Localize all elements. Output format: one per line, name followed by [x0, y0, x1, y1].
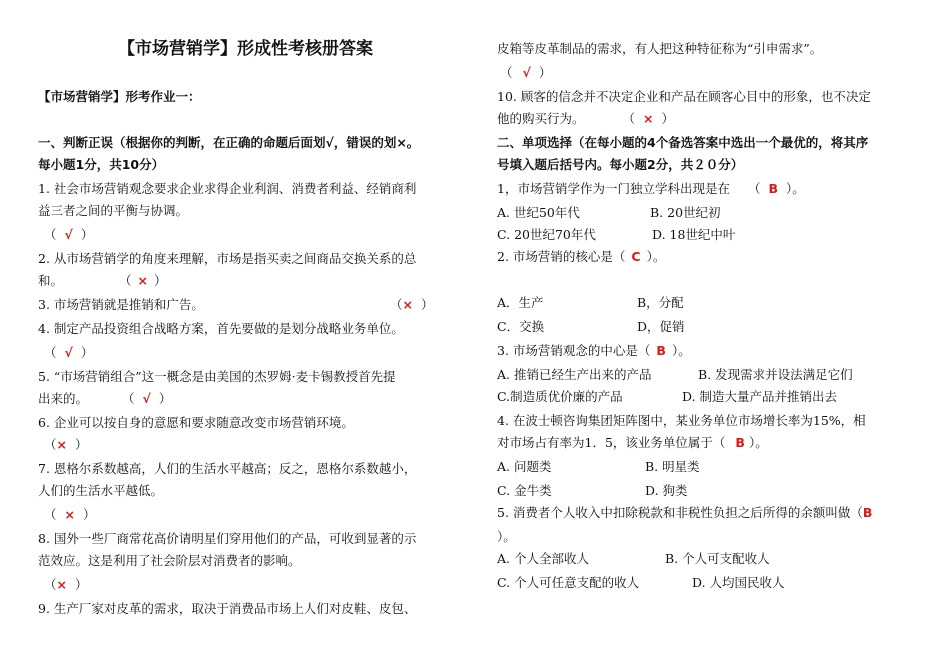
tf-question-1: 1. 社会市场营销观念要求企业求得企业利润、消费者利益、经销商利: [38, 181, 417, 196]
left-column: [0, 0, 470, 672]
tf-question-6: 6. 企业可以按自身的意愿和要求随意改变市场营销环境。: [38, 415, 354, 430]
answer-mark-wrong: ×: [137, 273, 149, 288]
tf-question-4: 4. 制定产品投资组合战略方案，首先要做的是划分战略业务单位。: [38, 321, 404, 336]
tf-question-5: 5. “市场营销组合”这一概念是由美国的杰罗姆·麦卡锡教授首先提: [38, 369, 396, 384]
tf-answer-8: （× ）: [44, 577, 88, 592]
tf-answer-7: （ × ）: [44, 507, 96, 522]
mc-q2-option-d: D，促销: [637, 319, 685, 334]
section2-heading: 二、单项选择（在每小题的4个备选答案中选出一个最优的，将其序: [497, 135, 869, 150]
mc-answer-3: B: [656, 343, 666, 358]
mc-question-1: 1，市场营销学作为一门独立学科出现是在 （ B ）。: [497, 181, 805, 196]
tf-question-9: 9. 生产厂家对皮革的需求，取决于消费品市场上人们对皮鞋、皮包、: [38, 601, 417, 616]
mc-q5-option-c: C. 个人可任意支配的收人: [497, 575, 640, 590]
tf-question-5-cont: 出来的。 （ √ ）: [38, 391, 172, 406]
mc-question-4: 4. 在波士顿咨询集团矩阵图中，某业务单位市场增长率为15%，相: [497, 413, 866, 428]
tf-question-8: 8. 国外一些厂商常花高价请明星们穿用他们的产品，可收到显著的示: [38, 531, 417, 546]
answer-mark-correct: √: [64, 227, 73, 242]
section1-heading-cont: 每小题1分，共10分）: [38, 157, 165, 172]
tf-question-7-cont: 人们的生活水平越低。: [38, 483, 164, 498]
tf-answer-9: （ √ ）: [500, 65, 552, 80]
mc-question-5-cont: ）。: [497, 529, 516, 544]
mc-q4-option-a: A. 问题类: [497, 459, 552, 474]
tf-answer-4: （ √ ）: [44, 345, 94, 360]
mc-q1-option-a: A. 世纪50年代: [497, 205, 580, 220]
mc-q3-option-a: A. 推销已经生产出来的产品: [497, 367, 652, 382]
tf-question-10: 10. 顾客的信念并不决定企业和产品在顾客心目中的形象，也不决定: [497, 89, 871, 104]
answer-mark-wrong: ×: [643, 111, 654, 126]
tf-question-10-cont: 他的购买行为。 （ × ）: [497, 111, 675, 126]
mc-q1-option-d: D. 18世纪中叶: [652, 227, 736, 242]
mc-q4-option-b: B. 明星类: [645, 459, 700, 474]
mc-question-5: 5. 消费者个人收入中扣除税款和非税性负担之后所得的余额叫做（B: [497, 505, 873, 520]
tf-answer-3: （× ）: [390, 297, 434, 312]
mc-q3-option-c: C.制造质优价廉的产品: [497, 389, 623, 404]
mc-answer-1: B: [768, 181, 779, 196]
mc-q2-option-a: A．生产: [497, 295, 544, 310]
mc-question-4-cont: 对市场占有率为1．5，该业务单位属于（ B ）。: [497, 435, 768, 450]
tf-question-2-cont: 和。 （ × ）: [38, 273, 167, 288]
tf-question-9-cont: 皮箱等皮革制品的需求，有人把这种特征称为“引申需求”。: [497, 41, 823, 56]
mc-answer-2: C: [631, 249, 641, 264]
tf-question-8-cont: 范效应。这是利用了社会阶层对消费者的影响。: [38, 553, 301, 568]
mc-question-3: 3. 市场营销观念的中心是（ B ）。: [497, 343, 691, 358]
mc-q4-option-c: C. 金牛类: [497, 483, 552, 498]
answer-mark-wrong: ×: [56, 437, 67, 452]
section2-heading-cont: 号填入题后括号内。每小题2分，共２０分）: [497, 157, 744, 172]
tf-answer-1: （ √ ）: [44, 227, 94, 242]
tf-question-2: 2. 从市场营销学的角度来理解，市场是指买卖之间商品交换关系的总: [38, 251, 417, 266]
answer-mark-wrong: ×: [56, 577, 67, 592]
mc-q4-option-d: D. 狗类: [645, 483, 688, 498]
mc-q5-option-a: A. 个人全部收人: [497, 551, 589, 566]
mc-q1-option-b: B. 20世纪初: [650, 205, 721, 220]
page-title: 【市场营销学】形成性考核册答案: [118, 39, 373, 59]
mc-q2-option-c: C．交换: [497, 319, 545, 334]
mc-q3-option-b: B. 发现需求并设法满足它们: [698, 367, 853, 382]
section1-heading: 一、判断正误（根据你的判断，在正确的命题后面划√，错误的划×。: [38, 135, 420, 150]
mc-q3-option-d: D. 制造大量产品并推销出去: [682, 389, 838, 404]
answer-mark-wrong: ×: [402, 297, 413, 312]
tf-question-7: 7. 恩格尔系数越高，人们的生活水平越高；反之，恩格尔系数越小，: [38, 461, 417, 476]
right-column: [470, 0, 950, 672]
answer-mark-correct: √: [522, 65, 531, 80]
assignment-subtitle: 【市场营销学】形考作业一：: [38, 89, 201, 104]
tf-question-3: 3. 市场营销就是推销和广告。: [38, 297, 204, 312]
mc-q5-option-b: B. 个人可支配收人: [665, 551, 770, 566]
mc-q1-option-c: C. 20世纪70年代: [497, 227, 596, 242]
tf-question-1-cont: 益三者之间的平衡与协调。: [38, 203, 189, 218]
mc-q2-option-b: B，分配: [637, 295, 684, 310]
mc-q5-option-d: D. 人均国民收人: [692, 575, 785, 590]
answer-mark-wrong: ×: [64, 507, 75, 522]
answer-mark-correct: √: [142, 391, 151, 406]
mc-answer-4: B: [735, 435, 745, 450]
tf-answer-6: （× ）: [44, 437, 88, 452]
answer-mark-correct: √: [64, 345, 73, 360]
mc-question-2: 2. 市场营销的核心是（ C ）。: [497, 249, 666, 264]
mc-answer-5: B: [862, 505, 873, 520]
